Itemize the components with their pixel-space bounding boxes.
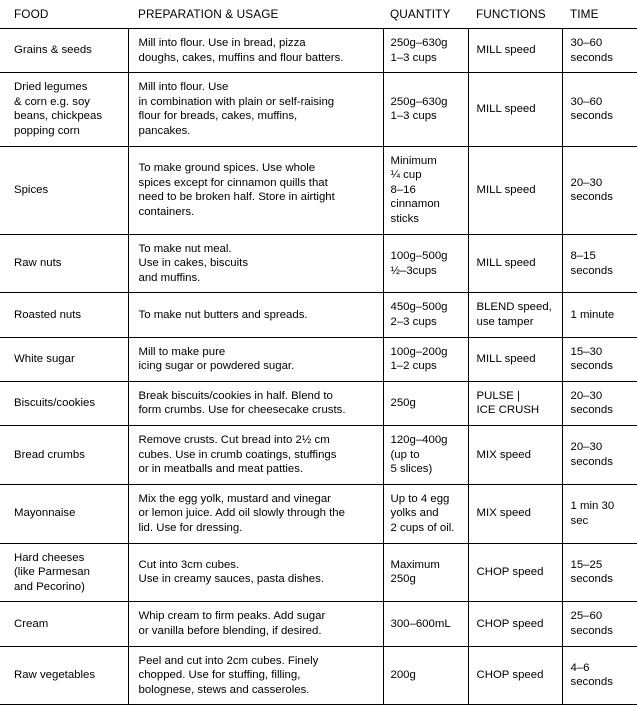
cell-time-line: 30–60 <box>570 37 603 50</box>
cell-food-line: Raw nuts <box>14 257 62 270</box>
cell-quantity-line: 1–2 cups <box>390 360 437 373</box>
table-row <box>0 293 637 337</box>
cell-preparation-line: pancakes. <box>138 125 191 138</box>
cell-time-line: seconds <box>570 264 613 277</box>
cell-preparation <box>128 337 383 381</box>
cell-preparation <box>128 484 383 543</box>
cell-quantity-line: 2 cups of oil. <box>390 521 455 534</box>
cell-functions-line: CHOP speed <box>476 566 544 579</box>
table-header-row <box>0 0 637 29</box>
cell-time <box>562 484 637 543</box>
cell-quantity <box>383 381 468 425</box>
cell-time <box>562 602 637 646</box>
cell-quantity-line: Maximum <box>390 558 440 571</box>
table-row <box>0 234 637 293</box>
cell-time-line: sec <box>570 514 589 527</box>
cell-quantity-line: 250g–630g <box>390 37 448 50</box>
cell-time-line: seconds <box>570 110 613 123</box>
cell-preparation-line: icing sugar or powdered sugar. <box>138 360 295 373</box>
cell-preparation-line: or lemon juice. Add oil slowly through the <box>138 507 345 520</box>
cell-food-line: Grains & seeds <box>14 44 92 57</box>
cell-quantity <box>383 146 468 234</box>
cell-time-line: 20–30 <box>570 441 603 454</box>
cell-time-line: seconds <box>570 455 613 468</box>
cell-time <box>562 73 637 146</box>
table-header <box>0 0 637 29</box>
cell-preparation-line: doughs, cakes, muffins and flour batters. <box>138 51 344 64</box>
cell-preparation-line: flour for breads, cakes, muffins, <box>138 110 298 123</box>
cell-functions-line: MILL speed <box>476 352 536 365</box>
cell-preparation <box>128 146 383 234</box>
cell-time-line: 8–15 <box>570 249 596 262</box>
cell-food-line: Dried legumes <box>14 81 88 94</box>
cell-time-line: seconds <box>570 676 613 689</box>
cell-preparation-line: To make nut meal. <box>138 242 232 255</box>
cell-preparation <box>128 293 383 337</box>
cell-quantity-line: 250g <box>390 573 416 586</box>
cell-food-line: & corn e.g. soy <box>14 95 90 108</box>
cell-quantity <box>383 293 468 337</box>
cell-preparation-line: Break biscuits/cookies in half. Blend to <box>138 389 333 402</box>
cell-preparation-line: Mill into flour. Use in bread, pizza <box>138 37 306 50</box>
cell-functions-line: MILL speed <box>476 103 536 116</box>
cell-time-line: seconds <box>570 191 613 204</box>
cell-quantity-line: cinnamon <box>390 198 440 211</box>
column-header-food: FOOD <box>0 0 128 29</box>
cell-functions <box>468 337 562 381</box>
cell-time-line: seconds <box>570 404 613 417</box>
cell-food-line: Roasted nuts <box>14 308 82 321</box>
cell-quantity-line: 2–3 cups <box>390 316 437 328</box>
cell-functions <box>468 484 562 543</box>
cell-preparation <box>128 425 383 484</box>
cell-time <box>562 425 637 484</box>
cell-food-line: Raw vegetables <box>14 669 96 682</box>
cell-preparation-line: Use in cakes, biscuits <box>138 257 249 270</box>
cell-food-line: Cream <box>14 617 49 630</box>
cell-time-line: 20–30 <box>570 176 603 189</box>
cell-functions <box>468 293 562 337</box>
cell-preparation <box>128 543 383 602</box>
cell-functions <box>468 602 562 646</box>
column-header-functions: FUNCTIONS <box>468 0 562 29</box>
column-header-quantity: QUANTITY <box>383 0 468 29</box>
cell-food-line: Spices <box>14 183 49 196</box>
cell-food <box>0 484 128 543</box>
cell-preparation-line: spices except for cinnamon quills that <box>138 176 328 189</box>
cell-time-line: 1 min 30 <box>570 500 615 513</box>
cell-food <box>0 381 128 425</box>
cell-time-line: seconds <box>570 624 613 637</box>
cell-quantity-line: sticks <box>390 213 419 226</box>
cell-preparation-line: Mill into flour. Use <box>138 81 229 94</box>
cell-time-line: 4–6 <box>570 661 590 674</box>
cell-functions-line: ICE CRUSH <box>476 404 540 417</box>
cell-food <box>0 602 128 646</box>
cell-food <box>0 646 128 705</box>
cell-preparation-line: Mix the egg yolk, mustard and vinegar <box>138 492 331 505</box>
cell-food <box>0 73 128 146</box>
cell-functions-line: MILL speed <box>476 257 536 270</box>
cell-preparation <box>128 234 383 293</box>
cell-quantity <box>383 484 468 543</box>
cell-preparation <box>128 73 383 146</box>
table-row <box>0 73 637 146</box>
cell-quantity <box>383 73 468 146</box>
table-row <box>0 337 637 381</box>
cell-time <box>562 381 637 425</box>
cell-preparation <box>128 381 383 425</box>
cell-time-line: 15–25 <box>570 558 603 571</box>
cell-preparation-line: or in meatballs and meat patties. <box>138 463 304 476</box>
cell-food <box>0 293 128 337</box>
cell-quantity-line: ¼ cup <box>390 169 422 182</box>
cell-quantity-line: (up to <box>390 448 420 461</box>
cell-functions <box>468 646 562 705</box>
cell-preparation-line: To make ground spices. Use whole <box>138 161 316 174</box>
cell-food <box>0 29 128 73</box>
cell-functions <box>468 234 562 293</box>
cell-time-line: seconds <box>570 573 613 586</box>
table-row <box>0 543 637 602</box>
cell-quantity-line: 8–16 <box>390 183 416 196</box>
cell-quantity-line: yolks and <box>390 507 439 520</box>
cell-preparation-line: cubes. Use in crumb coatings, stuffings <box>138 448 337 461</box>
cell-time <box>562 293 637 337</box>
cell-food <box>0 234 128 293</box>
cell-food <box>0 146 128 234</box>
cell-time <box>562 646 637 705</box>
cell-quantity-line: 1–3 cups <box>390 110 437 123</box>
cell-preparation-line: need to be broken half. Store in airtight <box>138 191 335 204</box>
table-row <box>0 425 637 484</box>
cell-time <box>562 543 637 602</box>
cell-functions <box>468 425 562 484</box>
cell-preparation-line: Mill to make pure <box>138 345 226 358</box>
cell-preparation-line: Use in creamy sauces, pasta dishes. <box>138 573 324 586</box>
cell-preparation <box>128 646 383 705</box>
cell-quantity-line: 250g–630g <box>390 95 448 108</box>
cell-time <box>562 337 637 381</box>
table-row <box>0 381 637 425</box>
cell-preparation-line: lid. Use for dressing. <box>138 521 243 534</box>
column-header-preparation: PREPARATION & USAGE <box>128 0 383 29</box>
cell-quantity-line: 300–600mL <box>390 617 451 630</box>
cell-food-line: popping corn <box>14 125 80 138</box>
table-row <box>0 146 637 234</box>
cell-quantity <box>383 337 468 381</box>
cell-preparation-line: Remove crusts. Cut bread into 2½ cm <box>138 433 330 446</box>
cell-quantity <box>383 602 468 646</box>
table-row <box>0 646 637 705</box>
cell-food-line: Mayonnaise <box>14 507 76 520</box>
cell-preparation-line: bolognese, stews and casseroles. <box>138 683 310 696</box>
cell-functions-line: PULSE | <box>476 389 520 402</box>
cell-time <box>562 29 637 73</box>
cell-functions <box>468 543 562 602</box>
cell-quantity-line: Up to 4 egg <box>390 492 450 505</box>
cell-time-line: 15–30 <box>570 345 603 358</box>
cell-functions-line: BLEND speed, <box>476 301 552 314</box>
cell-quantity-line: 250g <box>390 397 416 410</box>
cell-quantity-line: 450g–500g <box>390 301 448 314</box>
cell-functions-line: MILL speed <box>476 44 536 57</box>
cell-preparation-line: containers. <box>138 205 195 218</box>
column-header-time: TIME <box>562 0 637 29</box>
cell-quantity-line: Minimum <box>390 154 437 167</box>
cell-food <box>0 337 128 381</box>
cell-quantity <box>383 29 468 73</box>
cell-quantity-line: 100g–500g <box>390 249 448 262</box>
cell-preparation-line: Cut into 3cm cubes. <box>138 558 240 571</box>
cell-functions <box>468 381 562 425</box>
cell-quantity-line: 5 slices) <box>390 463 433 476</box>
cell-functions-line: CHOP speed <box>476 617 544 630</box>
cell-food-line: Biscuits/cookies <box>14 397 96 410</box>
cell-time <box>562 146 637 234</box>
cell-food <box>0 543 128 602</box>
cell-functions-line: MIX speed <box>476 507 531 520</box>
cell-functions <box>468 29 562 73</box>
cell-quantity-line: 1–3 cups <box>390 51 437 64</box>
cell-quantity <box>383 646 468 705</box>
cell-preparation <box>128 602 383 646</box>
cell-time-line: 25–60 <box>570 610 603 623</box>
cell-time-line: 30–60 <box>570 95 603 108</box>
cell-quantity-line: 120g–400g <box>390 433 448 446</box>
cell-functions <box>468 73 562 146</box>
cell-time-line: 20–30 <box>570 389 603 402</box>
cell-time <box>562 234 637 293</box>
cell-quantity <box>383 234 468 293</box>
cell-preparation-line: chopped. Use for stuffing, filling, <box>138 669 301 682</box>
cell-food-line: (like Parmesan <box>14 566 90 579</box>
table-row <box>0 484 637 543</box>
cell-food-line: beans, chickpeas <box>14 110 103 123</box>
cell-time-line: seconds <box>570 51 613 64</box>
cell-preparation-line: in combination with plain or self-raising <box>138 95 335 108</box>
cell-food-line: Hard cheeses <box>14 551 85 564</box>
cell-quantity-line: 200g <box>390 669 416 682</box>
cell-functions-line: use tamper <box>476 316 534 328</box>
cell-preparation-line: Whip cream to firm peaks. Add sugar <box>138 610 326 623</box>
cell-quantity <box>383 425 468 484</box>
cell-preparation-line: To make nut butters and spreads. <box>138 308 308 321</box>
cell-preparation <box>128 29 383 73</box>
cell-food-line: White sugar <box>14 352 75 365</box>
cell-food-line: Bread crumbs <box>14 448 85 461</box>
cell-functions-line: MIX speed <box>476 448 531 461</box>
cell-functions-line: CHOP speed <box>476 669 544 682</box>
cell-quantity-line: 100g–200g <box>390 345 448 358</box>
cell-time-line: seconds <box>570 360 613 373</box>
cell-time-line: 1 minute <box>570 308 615 321</box>
cell-functions <box>468 146 562 234</box>
cell-food-line: and Pecorino) <box>14 580 85 593</box>
cell-preparation-line: or vanilla before blending, if desired. <box>138 624 322 637</box>
cell-food <box>0 425 128 484</box>
cell-functions-line: MILL speed <box>476 183 536 196</box>
cell-preparation-line: and muffins. <box>138 271 201 284</box>
cell-preparation-line: Peel and cut into 2cm cubes. Finely <box>138 654 319 667</box>
cell-quantity-line: ½–3cups <box>390 264 437 277</box>
cell-quantity <box>383 543 468 602</box>
table-row <box>0 602 637 646</box>
cell-preparation-line: form crumbs. Use for cheesecake crusts. <box>138 404 346 417</box>
table-row <box>0 29 637 73</box>
table-body <box>0 29 637 705</box>
